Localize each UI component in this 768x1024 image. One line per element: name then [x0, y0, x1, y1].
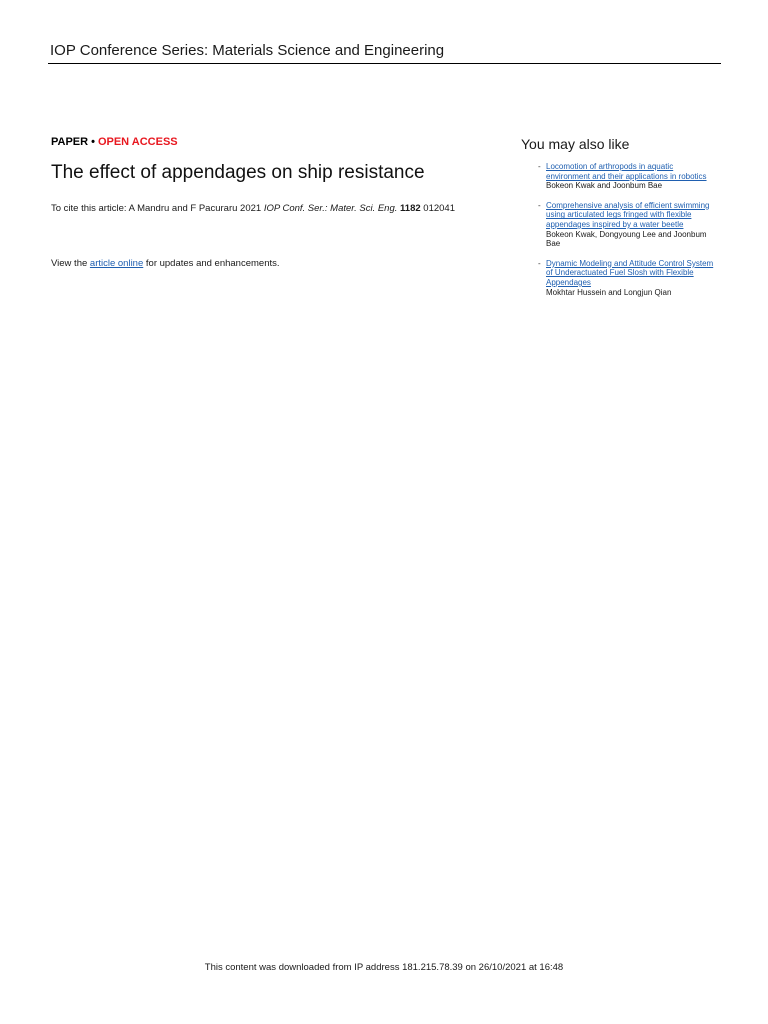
- related-article-authors: Bokeon Kwak, Dongyoung Lee and Joonbum Bae: [546, 229, 707, 249]
- related-article-authors: Bokeon Kwak and Joonbum Bae: [546, 181, 663, 191]
- download-footer: This content was downloaded from IP address 181.215.78.39 on 26/10/2021 at 16:48: [204, 962, 564, 973]
- paper-type-label: [51, 136, 178, 148]
- label-bullet: •: [91, 136, 95, 148]
- article-online-link[interactable]: article online: [89, 258, 144, 269]
- list-dash: -: [538, 200, 541, 210]
- citation-article-number: 012041: [423, 203, 455, 214]
- journal-series-header: IOP Conference Series: Materials Science and Engineering: [50, 42, 445, 59]
- related-article-link[interactable]: Locomotion of arthropods in aquatic environment and their applications in robotics: [546, 162, 707, 181]
- related-heading: You may also like: [521, 136, 630, 152]
- paper-type-text: PAPER: [51, 136, 89, 148]
- view-suffix: for updates and enhancements.: [145, 258, 280, 269]
- related-article-authors: Mokhtar Hussein and Longjun Qian: [546, 287, 672, 297]
- view-online-line: [51, 258, 280, 269]
- header-divider: [48, 63, 721, 64]
- view-prefix: View the: [51, 258, 88, 269]
- related-item: [538, 259, 718, 297]
- list-dash: -: [538, 162, 541, 171]
- related-item: [538, 162, 718, 191]
- list-dash: -: [538, 258, 541, 268]
- citation-volume: 1182: [400, 203, 421, 214]
- open-access-badge: OPEN ACCESS: [97, 136, 178, 148]
- related-articles-list: [538, 162, 718, 307]
- citation-line: [51, 203, 455, 214]
- paper-title: The effect of appendages on ship resistance: [51, 162, 425, 183]
- related-item: [538, 201, 718, 249]
- related-article-link[interactable]: Dynamic Modeling and Attitude Control System of Underactuated Fuel Slosh with Flexible Appendages: [546, 258, 714, 287]
- citation-authors: To cite this article: A Mandru and F Pacuraru 2021: [51, 203, 262, 214]
- citation-journal: IOP Conf. Ser.: Mater. Sci. Eng.: [263, 203, 398, 214]
- related-article-link[interactable]: Comprehensive analysis of efficient swimming using articulated legs fringed with flexible appendages inspired by a water beetle: [546, 200, 710, 229]
